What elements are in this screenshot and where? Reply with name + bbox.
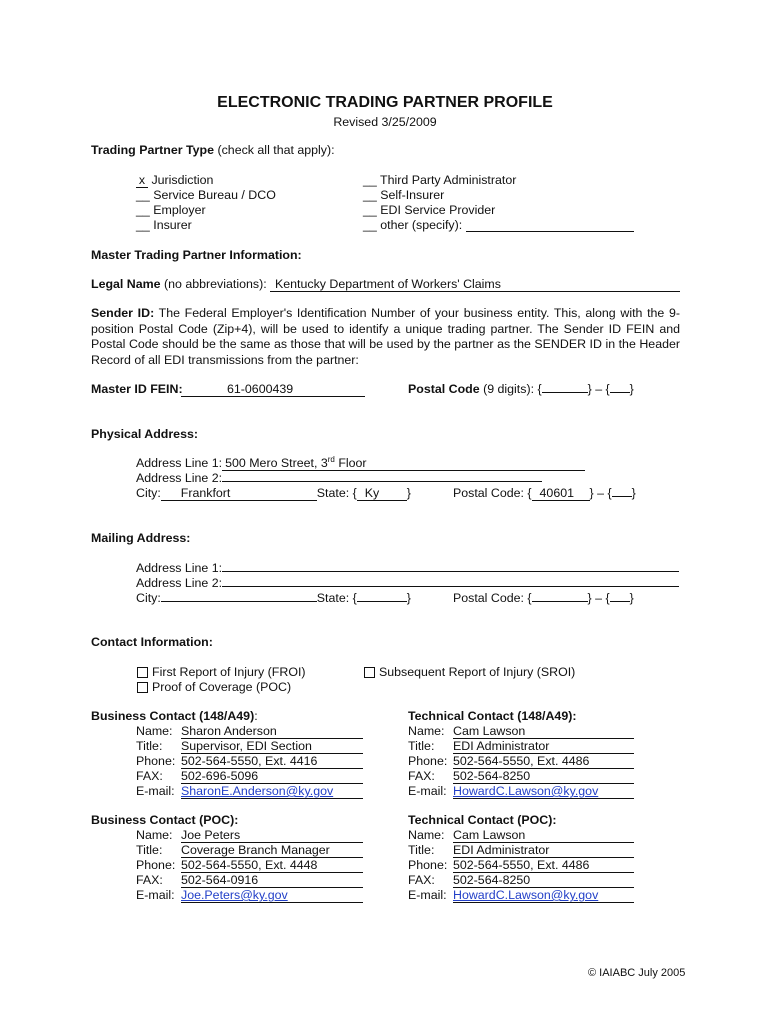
business-a49-email-link[interactable]: SharonE.Anderson@ky.gov [181,784,334,798]
mailing-line2-field[interactable] [222,586,679,587]
physical-address-heading: Physical Address: [91,427,198,441]
physical-postal-plus4-field[interactable] [612,496,632,497]
technical-a49-name-field[interactable]: Cam Lawson [453,725,634,739]
technical-poc-phone: Phone: 502-564-5550, Ext. 4486 [408,858,634,873]
partner-type-insurer[interactable]: __ Insurer [136,218,192,232]
business-a49-fax: FAX: 502-696-5096 [136,769,363,784]
business-poc-phone: Phone: 502-564-5550, Ext. 4448 [136,858,363,873]
sroi-checkbox[interactable] [364,667,375,678]
physical-line1-field[interactable]: 500 Mero Street, 3rd Floor [222,457,585,471]
froi-checkbox[interactable] [137,667,148,678]
partner-type-self-insurer[interactable]: __ Self-Insurer [363,188,445,202]
mailing-address-line1: Address Line 1: [136,561,679,576]
mailing-address-line2: Address Line 2: [136,576,679,591]
technical-a49-email-link[interactable]: HowardC.Lawson@ky.gov [453,784,599,798]
technical-a49-title-field[interactable]: EDI Administrator [453,740,634,754]
business-a49-fax-field[interactable]: 502-696-5096 [181,770,363,784]
technical-poc-name-field[interactable]: Cam Lawson [453,829,634,843]
mailing-line1-field[interactable] [222,571,679,572]
technical-a49-fax: FAX: 502-564-8250 [408,769,634,784]
master-postal-zip-field[interactable] [542,392,588,393]
technical-a49-heading: Technical Contact (148/A49): [408,709,577,723]
technical-poc-phone-field[interactable]: 502-564-5550, Ext. 4486 [453,859,634,873]
technical-poc-email-link[interactable]: HowardC.Lawson@ky.gov [453,888,599,902]
poc-checkbox[interactable] [137,682,148,693]
partner-type-employer[interactable]: __ Employer [136,203,206,217]
business-poc-name: Name: Joe Peters [136,828,363,843]
business-poc-phone-field[interactable]: 502-564-5550, Ext. 4448 [181,859,363,873]
business-a49-title: Title: Supervisor, EDI Section [136,739,363,754]
revision-date: Revised 3/25/2009 [333,115,437,129]
physical-state-field[interactable]: Ky [357,487,407,501]
technical-a49-fax-field[interactable]: 502-564-8250 [453,770,634,784]
technical-a49-name: Name: Cam Lawson [408,724,634,739]
technical-poc-email: E-mail: HowardC.Lawson@ky.gov [408,888,634,903]
partner-type-heading: Trading Partner Type (check all that apply): [91,143,335,157]
physical-postal-code: Postal Code: { 40601 } – { } [453,486,636,500]
technical-poc-heading: Technical Contact (POC): [408,813,557,827]
business-a49-title-field[interactable]: Supervisor, EDI Section [181,740,363,754]
copyright-footer: © IAIABC July 2005 [588,967,686,979]
business-poc-email: E-mail: Joe.Peters@ky.gov [136,888,363,903]
contact-info-heading: Contact Information: [91,635,213,649]
mailing-address-heading: Mailing Address: [91,531,191,545]
mailing-postal-code: Postal Code: { } – { } [453,591,634,605]
business-a49-heading: Business Contact (148/A49): [91,709,258,723]
business-poc-heading: Business Contact (POC): [91,813,239,827]
partner-type-other[interactable]: __ other (specify): [363,218,463,232]
mailing-state-field[interactable] [357,601,407,602]
froi-option[interactable]: First Report of Injury (FROI) [137,665,306,680]
physical-address-line2: Address Line 2: [136,471,542,486]
partner-type-jurisdiction[interactable]: x Jurisdiction [136,173,213,188]
technical-a49-phone-field[interactable]: 502-564-5550, Ext. 4486 [453,755,634,769]
poc-option[interactable]: Proof of Coverage (POC) [137,680,291,695]
business-a49-phone: Phone: 502-564-5550, Ext. 4416 [136,754,363,769]
physical-city-field[interactable]: Frankfort [161,487,317,501]
mailing-city-field[interactable] [161,601,317,602]
technical-poc-fax-field[interactable]: 502-564-8250 [453,874,634,888]
business-poc-name-field[interactable]: Joe Peters [181,829,363,843]
other-specify-line[interactable] [466,231,634,232]
mailing-postal-plus4-field[interactable] [610,601,630,602]
partner-type-edi-provider[interactable]: __ EDI Service Provider [363,203,496,217]
sroi-option[interactable]: Subsequent Report of Injury (SROI) [364,665,575,680]
partner-type-service-bureau[interactable]: __ Service Bureau / DCO [136,188,276,202]
business-poc-fax-field[interactable]: 502-564-0916 [181,874,363,888]
master-postal-plus4-field[interactable] [610,392,630,393]
technical-a49-phone: Phone: 502-564-5550, Ext. 4486 [408,754,634,769]
master-info-heading: Master Trading Partner Information: [91,248,302,262]
master-fein-label: Master ID FEIN: [91,382,183,396]
business-poc-title: Title: Coverage Branch Manager [136,843,363,858]
physical-postal-zip-field[interactable]: 40601 [532,487,590,501]
technical-poc-fax: FAX: 502-564-8250 [408,873,634,888]
partner-type-tpa[interactable]: __ Third Party Administrator [363,173,517,187]
business-a49-name: Name: Sharon Anderson [136,724,363,739]
mailing-postal-zip-field[interactable] [532,601,588,602]
physical-city-state: City: Frankfort State: { Ky } [136,486,411,500]
master-postal-code: Postal Code (9 digits): { } – { } [408,382,634,396]
business-a49-email: E-mail: SharonE.Anderson@ky.gov [136,784,363,799]
business-a49-phone-field[interactable]: 502-564-5550, Ext. 4416 [181,755,363,769]
business-poc-fax: FAX: 502-564-0916 [136,873,363,888]
master-fein-field[interactable]: 61-0600439 [181,382,365,397]
physical-line2-field[interactable] [222,481,542,482]
mailing-city-state: City: State: { } [136,591,411,605]
technical-poc-title: Title: EDI Administrator [408,843,634,858]
business-poc-title-field[interactable]: Coverage Branch Manager [181,844,363,858]
business-poc-email-link[interactable]: Joe.Peters@ky.gov [181,888,288,902]
sender-id-paragraph: Sender ID: The Federal Employer's Identification Number of your business entity. This, along with the 9-position Postal Code (Zip+4), will be used to identify a unique trading partner. The Sender ID FEIN and Postal Code should be the same as those that will be used by the partner as the SENDER ID in the Header Record of all EDI transmissions from the partner: [91,306,680,367]
legal-name-label: Legal Name (no abbreviations): [91,277,267,291]
physical-address-line1: Address Line 1: 500 Mero Street, 3rd Floor [136,456,585,471]
legal-name-field[interactable]: Kentucky Department of Workers' Claims [270,277,680,292]
business-a49-name-field[interactable]: Sharon Anderson [181,725,363,739]
technical-a49-email: E-mail: HowardC.Lawson@ky.gov [408,784,634,799]
technical-poc-name: Name: Cam Lawson [408,828,634,843]
technical-poc-title-field[interactable]: EDI Administrator [453,844,634,858]
document-title: ELECTRONIC TRADING PARTNER PROFILE [217,94,553,111]
technical-a49-title: Title: EDI Administrator [408,739,634,754]
